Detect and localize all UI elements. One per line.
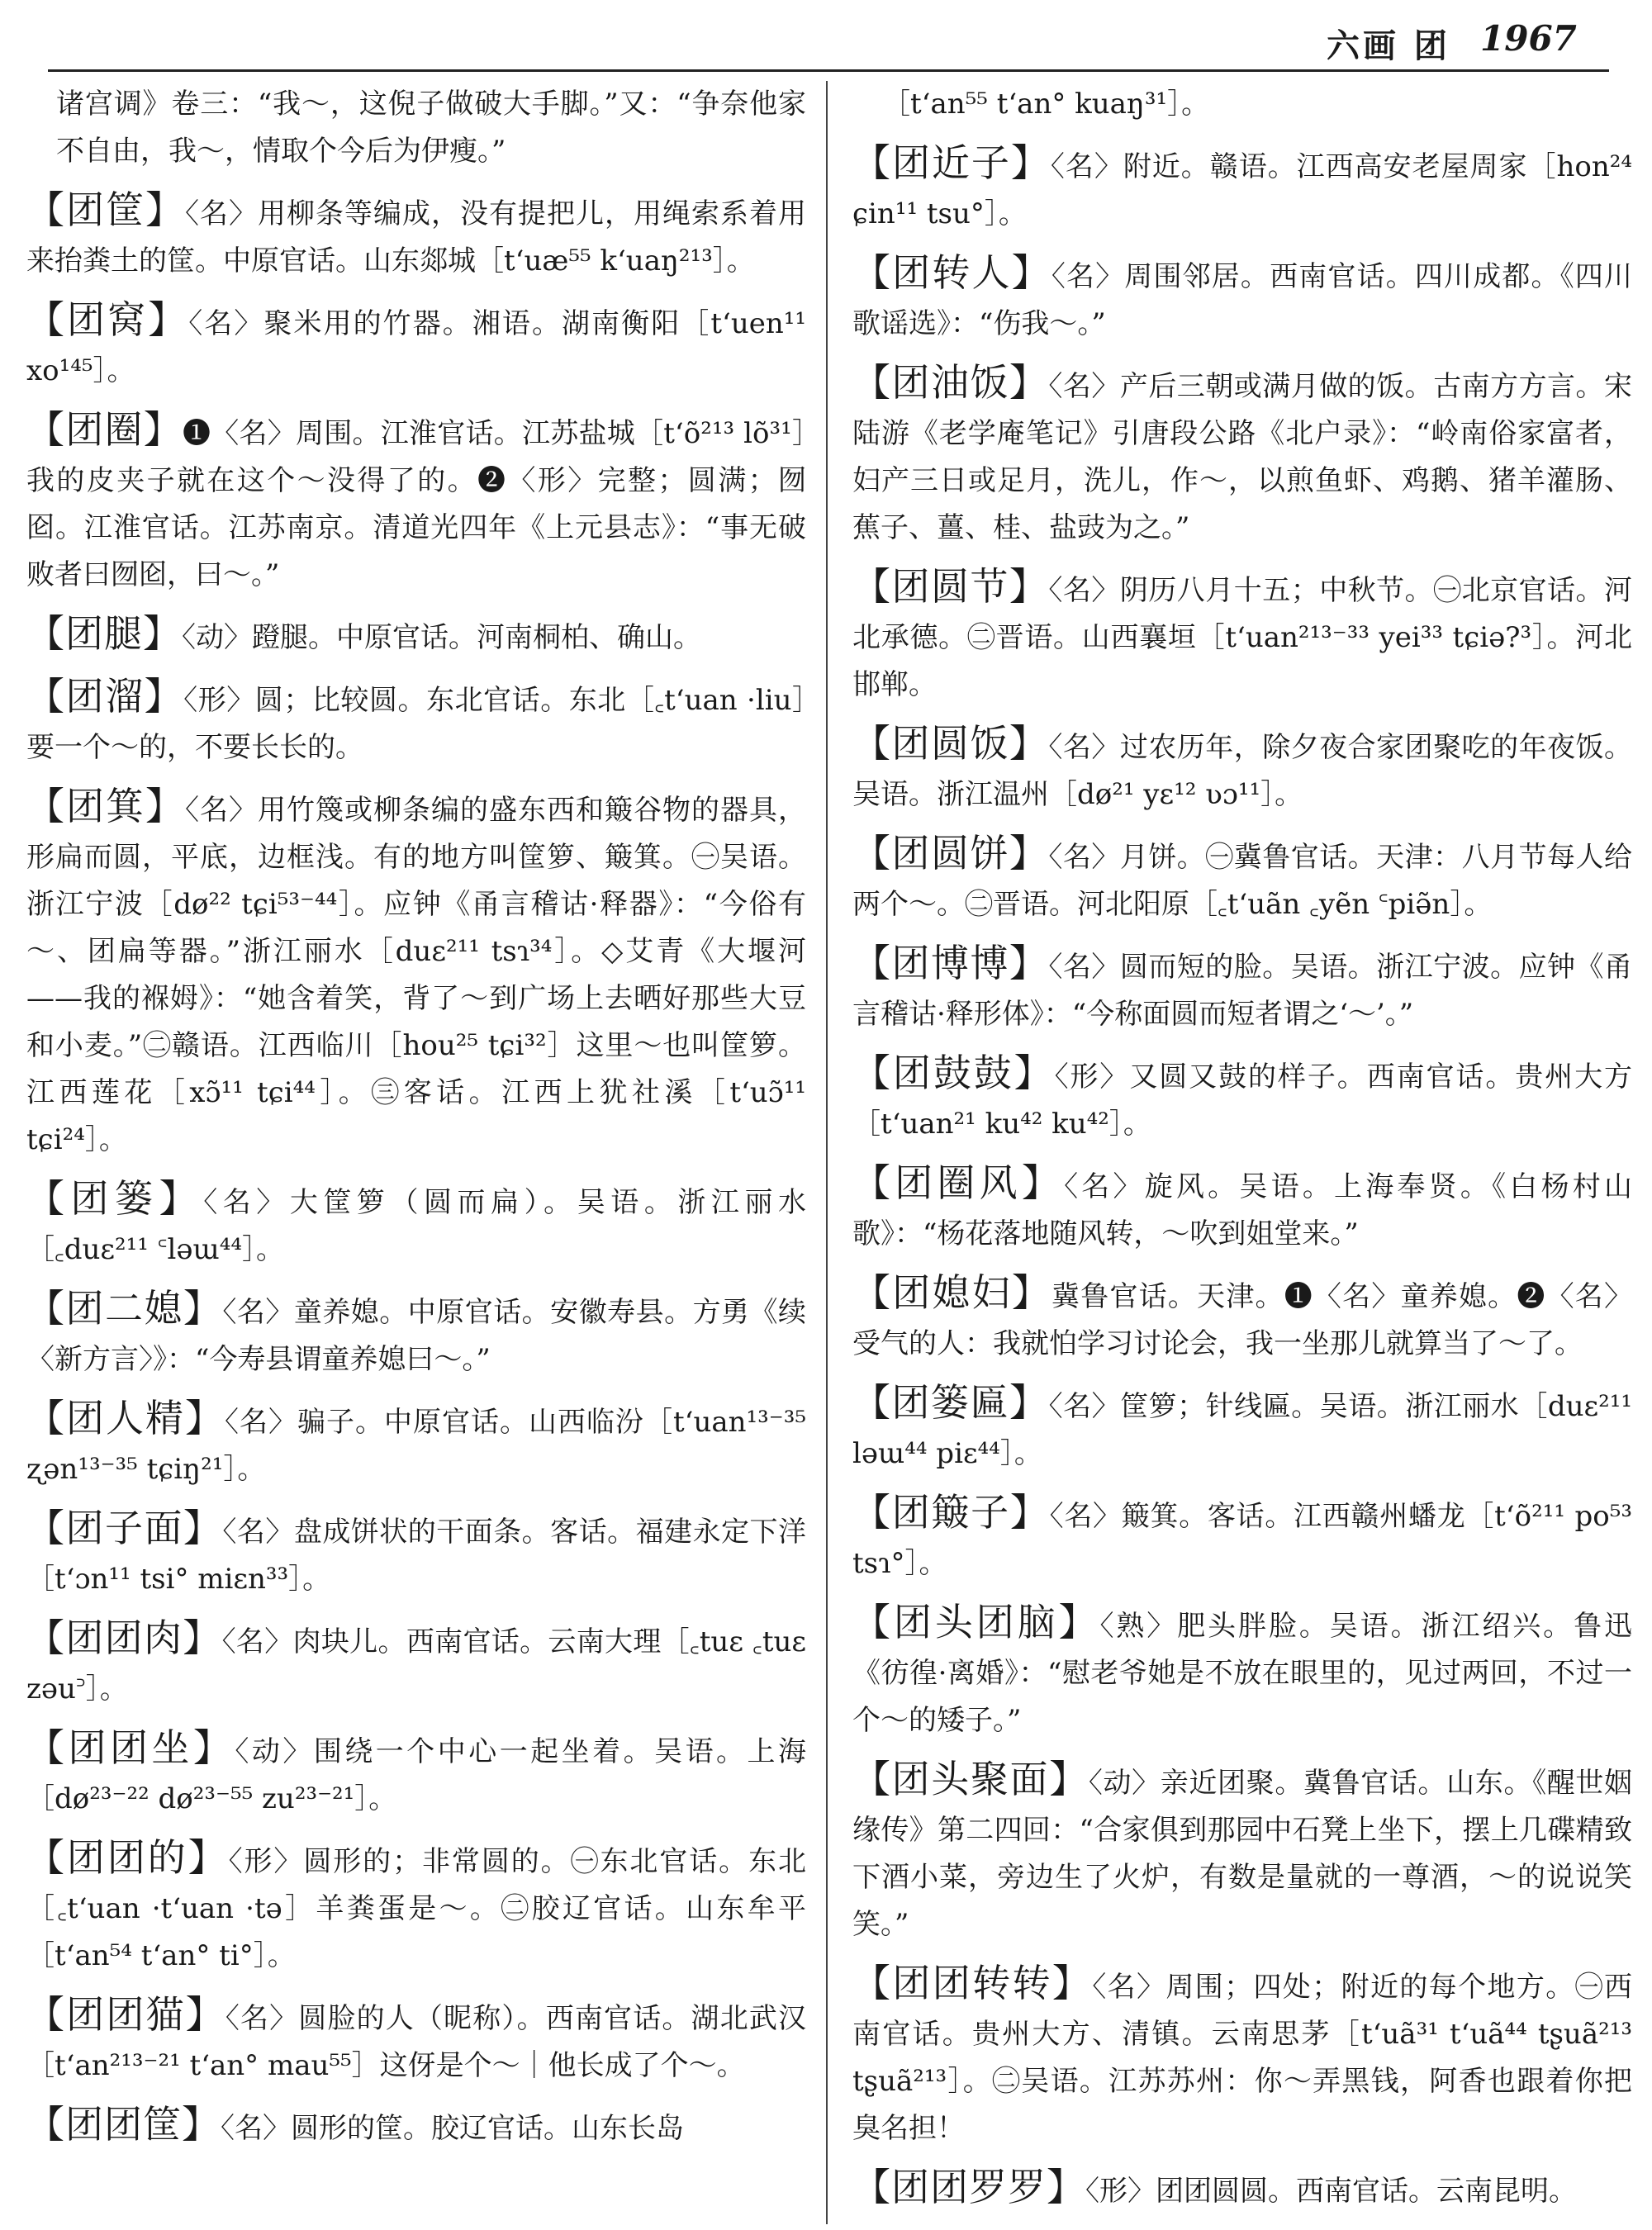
dictionary-entry — [26, 2101, 806, 2152]
entry-headword: 【团腿】 — [26, 611, 182, 656]
entry-definition: 〈名〉簸箕。客话。江西赣州蟠龙［tʻõ²¹¹ po⁵³ tsɿ°］。 — [852, 1500, 1632, 1580]
left-entry-list — [26, 187, 806, 2152]
continuation-text: 诸宫调》卷三：“我～，这倪子做破大手脚。”又：“争奈他家不自由，我～，情取个今后为伊瘦。” — [56, 88, 806, 168]
entry-definition: 〈名〉聚米用的竹器。湘语。湖南衡阳［tʻuen¹¹ xo¹⁴⁵］。 — [26, 307, 806, 387]
entry-definition: 〈名〉肉块儿。西南官话。云南大理［꜀tuɛ ꜀tuɛ zəu꜄］。 — [26, 1625, 806, 1706]
entry-definition: 〈动〉亲近团聚。冀鲁官话。山东。《醒世姻缘传》第二四回：“合家俱到那园中石凳上坐下，摆上几碟精致下酒小菜，旁边生了火炉，有数是量就的一尊酒，～的说说笑笑。” — [852, 1767, 1632, 1941]
entry-definition: 〈动〉蹬腿。中原官话。河南桐柏、确山。 — [182, 621, 701, 654]
entry-headword: 【团头聚面】 — [852, 1757, 1089, 1801]
right-column — [852, 81, 1632, 2224]
entry-headword: 【团圆饭】 — [852, 721, 1049, 766]
entry-headword: 【团圈风】 — [852, 1160, 1065, 1205]
dictionary-entry — [852, 1379, 1632, 1478]
entry-headword: 【团圈】 — [26, 407, 183, 452]
continuation-text: ［tʻan⁵⁵ tʻan° kuaŋ³¹］。 — [882, 88, 1210, 121]
entry-definition: 〈名〉骗子。中原官话。山西临汾［tʻuan¹³⁻³⁵ ʐən¹³⁻³⁵ tɕiŋ²¹］。 — [26, 1406, 806, 1486]
entry-headword: 【团鼓鼓】 — [852, 1051, 1055, 1095]
entry-headword: 【团近子】 — [852, 140, 1051, 185]
dictionary-entry — [26, 673, 806, 771]
entry-definition: 〈名〉旋风。吴语。上海奉贤。《白杨村山歌》：“杨花落地随风转，～吹到姐堂来。” — [852, 1170, 1632, 1250]
entry-definition: 〈名〉周围邻居。西南官话。四川成都。《四川歌谣选》：“伤我～。” — [852, 260, 1632, 340]
entry-headword: 【团团的】 — [26, 1835, 229, 1880]
dictionary-entry — [26, 1615, 806, 1713]
entry-definition: 〈名〉圆形的筐。胶辽官话。山东长岛 — [221, 2112, 684, 2145]
entry-headword: 【团圆节】 — [852, 564, 1049, 609]
dictionary-entry — [852, 940, 1632, 1038]
entry-headword: 【团媳妇】 — [852, 1270, 1052, 1315]
running-title: 六画 团 — [1327, 26, 1450, 65]
entry-headword: 【团子面】 — [26, 1506, 223, 1550]
entry-headword: 【团二媳】 — [26, 1286, 223, 1331]
dictionary-entry — [26, 1725, 806, 1823]
page-header — [0, 0, 1652, 76]
entry-headword: 【团篓匾】 — [852, 1380, 1049, 1425]
entry-headword: 【团圆饼】 — [852, 831, 1049, 875]
entry-headword: 【团团猫】 — [26, 1992, 225, 2037]
entry-definition: 〈熟〉肥头胖脸。吴语。浙江绍兴。鲁迅《彷徨·离婚》：“慰老爷她是不放在眼里的，见过两回，不过一个～的矮子。” — [852, 1610, 1632, 1737]
entry-definition: 〈名〉圆脸的人（昵称）。西南官话。湖北武汉［tʻan²¹³⁻²¹ tʻan° mau⁵⁵］这伢是个～｜他长成了个～。 — [26, 2002, 806, 2082]
dictionary-entry — [26, 610, 806, 662]
dictionary-entry — [852, 1599, 1632, 1744]
entry-definition: 〈名〉用柳条等编成，没有提把儿，用绳索系着用来抬粪土的筐。中原官话。山东郯城［tʻuæ⁵⁵ kʻuaŋ²¹³］。 — [26, 197, 806, 278]
dictionary-entry — [26, 1505, 806, 1603]
entry-definition: 〈名〉圆而短的脸。吴语。浙江宁波。应钟《甬言稽诂·释形体》：“今称面圆而短者谓之‘～’。” — [852, 951, 1632, 1031]
entry-definition: 〈名〉盘成饼状的干面条。客话。福建永定下洋［tʻɔn¹¹ tsi° miɛn³³］。 — [26, 1516, 806, 1596]
entry-definition: 〈名〉周围；四处；附近的每个地方。㊀西南官话。贵州大方、清镇。云南思茅［tʻuã³¹ tʻuã⁴⁴ tʂuã²¹³ tʂuã²¹³］。㊁吴语。江苏苏州：你～弄黑钱，阿香也跟着你把臭名担！ — [852, 1971, 1632, 2145]
dictionary-entry — [26, 1285, 806, 1383]
header-rule — [48, 69, 1609, 72]
dictionary-entry — [852, 359, 1632, 552]
dictionary-entry — [26, 783, 806, 1164]
entry-definition: 〈名〉用竹篾或柳条编的盛东西和簸谷物的器具，形扁而圆，平底，边框浅。有的地方叫筐箩、簸箕。㊀吴语。浙江宁波［dø²² tɕi⁵³⁻⁴⁴］。应钟《甬言稽诂·释器》：“今俗有～、团扁等器。”浙江丽水［duɛ²¹¹ tsɿ³⁴］。◇艾青《大堰河——我的褓姆》：“她含着笑，背了～到广场上去晒好那些大豆和小麦。”㊁赣语。江西临川［hou²⁵ tɕi³²］这里～也叫筐箩。江西莲花［xɔ̃¹¹ tɕi⁴⁴］。㊂客话。江西上犹社溪［tʻuɔ̃¹¹ tɕi²⁴］。 — [26, 794, 806, 1156]
dictionary-entry — [852, 830, 1632, 928]
entry-headword: 【团簸子】 — [852, 1490, 1050, 1535]
column-divider — [826, 81, 828, 2224]
entry-headword: 【团团罗罗】 — [852, 2165, 1085, 2209]
dictionary-entry — [852, 720, 1632, 818]
dictionary-entry — [852, 140, 1632, 238]
dictionary-entry — [852, 2164, 1632, 2215]
dictionary-entry — [852, 1050, 1632, 1148]
dictionary-entry — [26, 1834, 806, 1980]
entry-headword: 【团筐】 — [26, 187, 185, 232]
entry-definition: 〈名〉阴历八月十五；中秋节。㊀北京官话。河北承德。㊁晋语。山西襄垣［tʻuan²¹³⁻³³ yei³³ tɕiə?³］。河北邯郸。 — [852, 574, 1632, 701]
entry-headword: 【团头团脑】 — [852, 1600, 1100, 1644]
entry-headword: 【团转人】 — [852, 250, 1051, 295]
entry-definition: 〈名〉大筐箩（圆而扁）。吴语。浙江丽水［꜀duɛ²¹¹ ꜂ləɯ⁴⁴］。 — [26, 1186, 806, 1266]
entry-definition: 〈形〉团团圆圆。西南官话。云南昆明。 — [1085, 2175, 1577, 2208]
entry-definition: 〈名〉童养媳。中原官话。安徽寿县。方勇《续〈新方言〉》：“今寿县谓童养媳曰～。” — [26, 1296, 806, 1376]
entry-definition: 〈名〉产后三朝或满月做的饭。古南方方言。宋陆游《老学庵笔记》引唐段公路《北户录》：“岭南俗家富者，妇产三日或足月，洗儿，作～，以煎鱼虾、鸡鹅、猪羊灌肠、蕉子、薑、桂、盐豉为之。” — [852, 370, 1632, 544]
entry-headword: 【团溜】 — [26, 674, 184, 719]
dictionary-entry — [852, 1269, 1632, 1368]
entry-definition: 冀鲁官话。天津。❶〈名〉童养媳。❷〈名〉受气的人：我就怕学习讨论会，我一坐那儿就算当了～了。 — [852, 1280, 1632, 1360]
entry-headword: 【团团坐】 — [26, 1725, 235, 1770]
entry-headword: 【团博博】 — [852, 941, 1049, 985]
dictionary-entry — [852, 1489, 1632, 1587]
dictionary-entry — [852, 563, 1632, 709]
dictionary-entry — [852, 249, 1632, 348]
dictionary-entry — [852, 1160, 1632, 1258]
entry-headword: 【团篓】 — [26, 1176, 204, 1221]
entry-definition: 〈形〉圆；比较圆。东北官话。东北［꜀tʻuan ·liu］要一个～的，不要长长的。 — [26, 684, 806, 764]
entry-headword: 【团窝】 — [26, 297, 189, 342]
dictionary-entry — [26, 1991, 806, 2090]
entry-definition: 〈名〉附近。赣语。江西高安老屋周家［hon²⁴ ɕin¹¹ tsu°］。 — [852, 150, 1632, 230]
right-entry-list — [852, 140, 1632, 2215]
dictionary-entry — [852, 1960, 1632, 2152]
entry-definition: 〈形〉圆形的；非常圆的。㊀东北官话。东北［꜀tʻuan ·tʻuan ·tə］羊粪蛋是～。㊁胶辽官话。山东牟平［tʻan⁵⁴ tʻan° ti°］。 — [26, 1845, 806, 1972]
entry-headword: 【团油饭】 — [852, 360, 1049, 405]
entry-headword: 【团团筐】 — [26, 2102, 221, 2147]
dictionary-entry — [26, 297, 806, 395]
dictionary-entry — [26, 1395, 806, 1493]
entry-definition: 〈动〉围绕一个中心一起坐着。吴语。上海［dø²³⁻²² dø²³⁻⁵⁵ zu²³⁻²¹］。 — [26, 1735, 806, 1815]
dictionary-entry — [852, 1756, 1632, 1948]
entry-headword: 【团团肉】 — [26, 1616, 222, 1660]
page-number: 1967 — [1480, 18, 1577, 59]
entry-headword: 【团箕】 — [26, 784, 185, 828]
left-column — [26, 81, 806, 2224]
entry-headword: 【团人精】 — [26, 1396, 225, 1440]
entry-definition: 〈名〉月饼。㊀冀鲁官话。天津：八月节每人给两个～。㊁晋语。河北阳原［꜀tʻuãn ꜀yẽn ꜂piə̃n］。 — [852, 841, 1632, 921]
dictionary-entry — [26, 1175, 806, 1274]
entry-headword: 【团团转转】 — [852, 1961, 1093, 2005]
dictionary-entry — [26, 187, 806, 285]
entry-definition: 〈形〉又圆又鼓的样子。西南官话。贵州大方［tʻuan²¹ ku⁴² ku⁴²］。 — [852, 1060, 1632, 1141]
entry-definition: 〈名〉筐箩；针线匾。吴语。浙江丽水［duɛ²¹¹ ləɯ⁴⁴ piɛ⁴⁴］。 — [852, 1390, 1632, 1470]
entry-definition: 〈名〉过农历年，除夕夜合家团聚吃的年夜饭。吴语。浙江温州［dø²¹ yɛ¹² ʋɔ¹¹］。 — [852, 731, 1632, 811]
dictionary-entry — [26, 406, 806, 599]
entry-definition: ❶〈名〉周围。江淮官话。江苏盐城［tʻõ²¹³ lõ³¹］我的皮夹子就在这个～没得了的。❷〈形〉完整；圆满；囫囵。江淮官话。江苏南京。清道光四年《上元县志》：“事无破败者曰囫囵，曰～。” — [26, 417, 806, 591]
